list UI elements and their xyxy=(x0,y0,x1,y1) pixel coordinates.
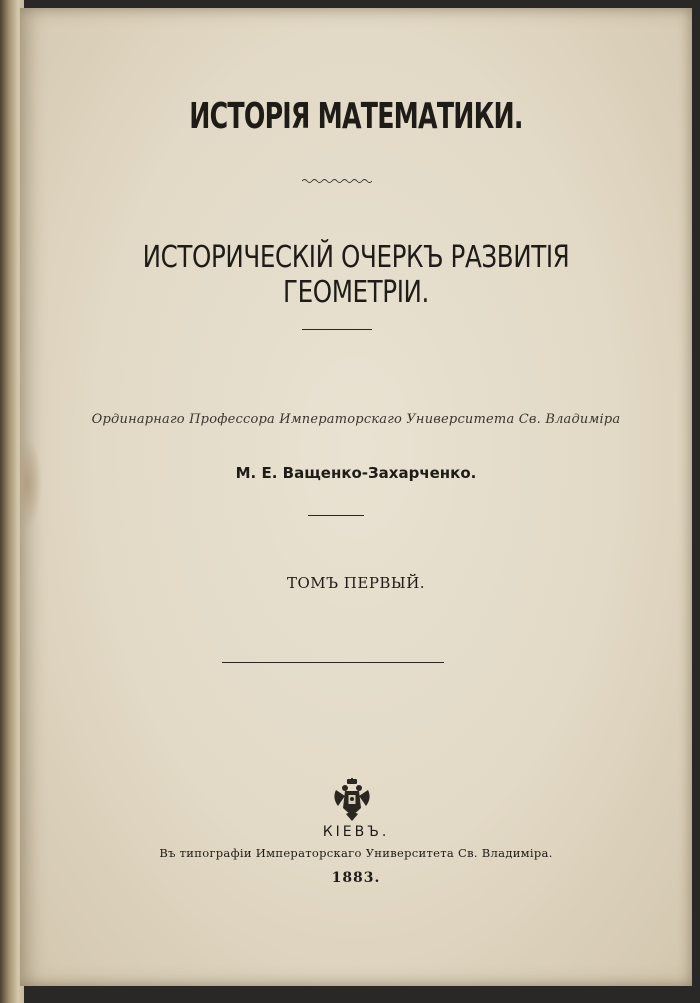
wavy-divider xyxy=(302,178,372,184)
divider-rule xyxy=(308,515,364,516)
author-affiliation: Ординарнаго Профессора Императорскаго Университета Св. Владиміра xyxy=(91,412,621,427)
page-stain xyxy=(20,438,42,528)
subtitle: ИСТОРИЧЕСКІЙ ОЧЕРКЪ РАЗВИТІЯ ГЕОМЕТРІИ. xyxy=(142,240,570,310)
double-headed-eagle-icon xyxy=(332,778,372,822)
divider-rule-long xyxy=(222,662,444,663)
author-name: М. Е. Ващенко-Захарченко. xyxy=(235,464,477,482)
publication-year: 1883. xyxy=(331,870,381,886)
publication-city: КІЕВЪ. xyxy=(322,824,390,840)
divider-rule xyxy=(302,329,372,330)
main-title: ИСТОРІЯ МАТЕМАТИКИ. xyxy=(189,96,523,137)
title-page xyxy=(20,8,692,986)
printer-line: Въ типографіи Императорскаго Университета Св. Владиміра. xyxy=(159,846,553,860)
volume-label: ТОМЪ ПЕРВЫЙ. xyxy=(286,574,426,592)
